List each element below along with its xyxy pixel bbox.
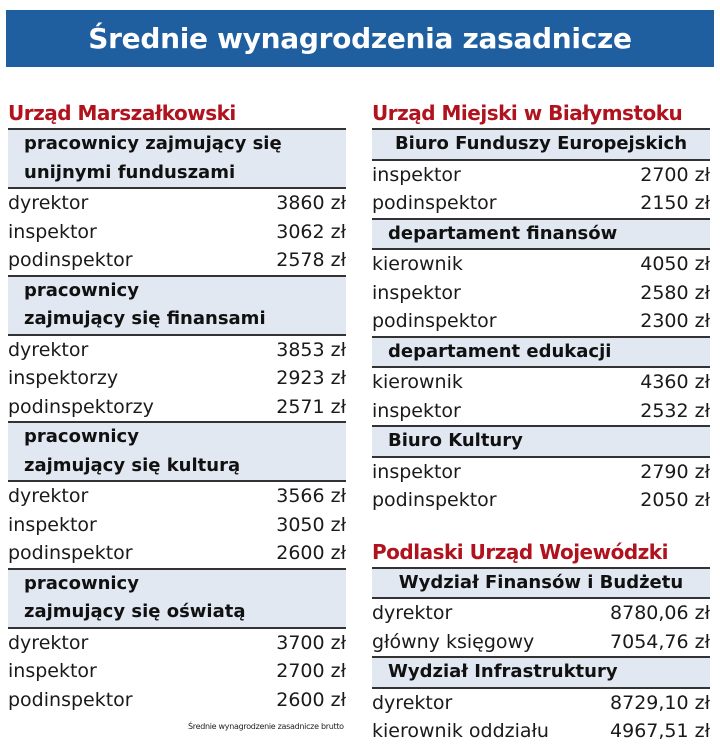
table-row: podinspektor 2050 zł bbox=[372, 489, 710, 511]
urzad-marszalkowski-column bbox=[8, 98, 346, 714]
section-header: pracownicy zajmujący się oświatą bbox=[8, 568, 346, 629]
table-row: dyrektor 3700 zł bbox=[8, 631, 346, 654]
footnote: Średnie wynagrodzenie zasadnicze brutto bbox=[188, 722, 344, 731]
table-row: inspektor 2790 zł bbox=[372, 460, 710, 483]
table-row: dyrektor 3860 zł bbox=[8, 192, 346, 214]
table-row: podinspektor 2600 zł bbox=[8, 542, 346, 564]
table-row: podinspektor 2578 zł bbox=[8, 249, 346, 271]
section-header: pracownicy zajmujący się kulturą bbox=[8, 421, 346, 482]
table-row: podinspektor 2150 zł bbox=[372, 192, 710, 214]
table-row: główny księgowy 7054,76 zł bbox=[372, 630, 710, 653]
right-column bbox=[372, 98, 710, 746]
table-row: inspektorzy 2923 zł bbox=[8, 367, 346, 389]
table-row: podinspektorzy 2571 zł bbox=[8, 395, 346, 418]
section-header: departament finansów bbox=[372, 218, 710, 251]
table-row: inspektor 3062 zł bbox=[8, 220, 346, 243]
section-header: departament edukacji bbox=[372, 336, 710, 369]
table-row: inspektor 3050 zł bbox=[8, 513, 346, 536]
table-row: dyrektor 8729,10 zł bbox=[372, 691, 710, 714]
page-title: Średnie wynagrodzenia zasadnicze bbox=[88, 22, 632, 55]
section-header: Wydział Finansów i Budżetu bbox=[372, 567, 710, 600]
org-heading: Urząd Miejski w Białymstoku bbox=[372, 101, 683, 125]
table-row: dyrektor 8780,06 zł bbox=[372, 602, 710, 624]
table-row: inspektor 2580 zł bbox=[372, 281, 710, 304]
table-row: dyrektor 3566 zł bbox=[8, 485, 346, 507]
table-row: kierownik 4050 zł bbox=[372, 253, 710, 275]
table-row: inspektor 2700 zł bbox=[372, 163, 710, 186]
section-header: pracownicy zajmujący się finansami bbox=[8, 275, 346, 336]
section-header: Wydział Infrastruktury bbox=[372, 656, 710, 689]
org-heading: Podlaski Urząd Wojewódzki bbox=[372, 539, 668, 564]
table-row: podinspektor 2600 zł bbox=[8, 688, 346, 711]
title-banner bbox=[6, 10, 714, 67]
org-heading: Urząd Marszałkowski bbox=[8, 101, 236, 125]
section-header: pracownicy zajmujący się unijnymi funduszami bbox=[8, 128, 346, 189]
table-row: inspektor 2700 zł bbox=[8, 660, 346, 682]
section-header: Biuro Funduszy Europejskich bbox=[372, 128, 710, 161]
table-row: podinspektor 2300 zł bbox=[372, 310, 710, 332]
section-header: Biuro Kultury bbox=[372, 425, 710, 458]
table-row: inspektor 2532 zł bbox=[372, 399, 710, 422]
table-row: kierownik 4360 zł bbox=[372, 371, 710, 393]
table-row: kierownik oddziału 4967,51 zł bbox=[372, 720, 710, 742]
table-row: dyrektor 3853 zł bbox=[8, 338, 346, 361]
